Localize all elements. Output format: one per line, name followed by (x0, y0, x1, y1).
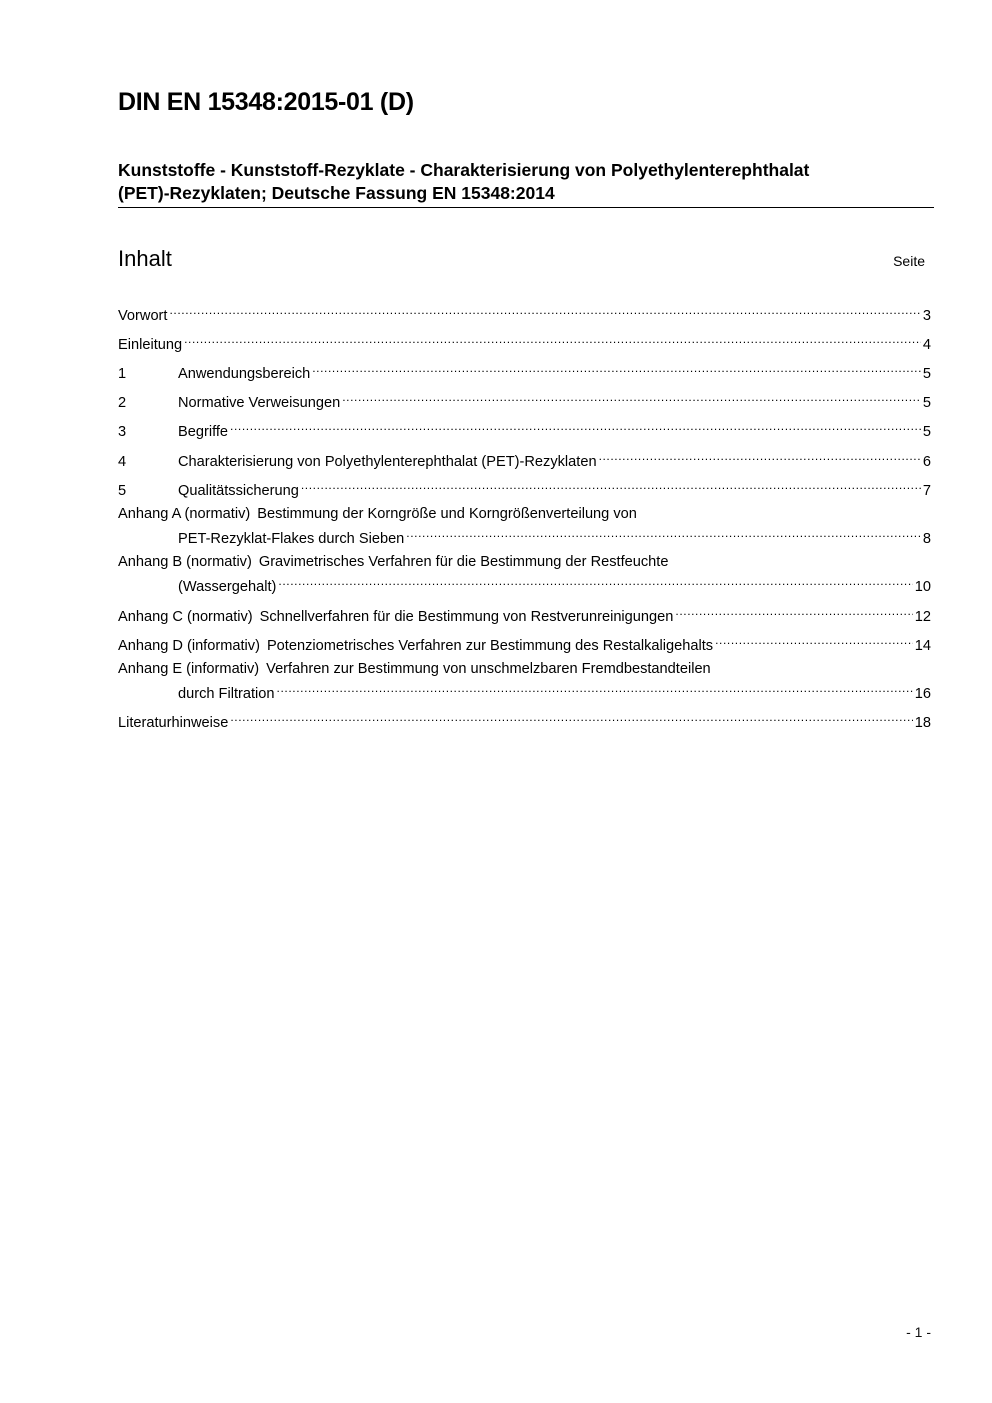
toc-entry-title[interactable]: Qualitätssicherung (178, 483, 299, 499)
toc-entry-number: 3 (118, 424, 127, 440)
toc-entry-page[interactable]: 5 (922, 366, 931, 382)
toc-entry-section-2[interactable] (118, 388, 931, 411)
toc-entry-title[interactable]: Verfahren zur Bestimmung von unschmelzbaren Fremdbestandteilen (266, 661, 711, 677)
toc-entry-page[interactable]: 12 (914, 609, 931, 625)
toc-entry-title[interactable]: Potenziometrisches Verfahren zur Bestimmung des Restalkaligehalts (266, 638, 714, 654)
page-number-footer: - 1 - (906, 1324, 931, 1340)
toc-entry-title-continuation[interactable]: durch Filtration (178, 686, 275, 702)
toc-entry-annex-label: Anhang B (normativ) (118, 554, 252, 570)
toc-leader-dots (230, 417, 921, 436)
toc-leader-dots (675, 602, 912, 621)
toc-entry-page[interactable]: 7 (922, 483, 931, 499)
toc-entry-page[interactable]: 4 (922, 337, 931, 353)
document-title (118, 159, 934, 208)
toc-entry-annex-a[interactable] (118, 505, 931, 547)
toc-entry-title[interactable]: Charakterisierung von Polyethylenterephthalat (PET)-Rezyklaten (178, 454, 597, 470)
toc-leader-dots (301, 476, 921, 495)
toc-entry-literaturhinweise[interactable] (118, 708, 931, 731)
toc-entry-annex-e[interactable] (118, 660, 931, 702)
toc-entry-number: 1 (118, 366, 127, 382)
toc-entry-page[interactable]: 8 (922, 531, 931, 547)
toc-entry-page[interactable]: 5 (922, 395, 931, 411)
toc-entry-annex-label: Anhang E (informativ) (118, 661, 260, 677)
toc-page-column-label: Seite (893, 253, 925, 269)
toc-entry-title[interactable]: Normative Verweisungen (178, 395, 341, 411)
toc-entry-section-4[interactable] (118, 447, 931, 470)
toc-entry-annex-b[interactable] (118, 553, 931, 595)
toc-leader-dots (169, 301, 920, 320)
toc-entry-annex-label: Anhang C (normativ) (118, 609, 253, 625)
toc-leader-dots (277, 679, 913, 698)
toc-entry-title[interactable]: Literaturhinweise (118, 715, 229, 731)
document-id: DIN EN 15348:2015-01 (D) (118, 88, 414, 116)
toc-entry-number: 4 (118, 454, 127, 470)
toc-entry-title[interactable]: Vorwort (118, 308, 168, 324)
toc-entry-vorwort[interactable] (118, 301, 931, 324)
toc-entry-page[interactable]: 6 (922, 454, 931, 470)
toc-leader-dots (230, 708, 912, 727)
toc-entry-annex-c[interactable] (118, 602, 931, 625)
toc-entry-title[interactable]: Anwendungsbereich (178, 366, 311, 382)
toc-entry-section-1[interactable] (118, 359, 931, 382)
toc-entry-title[interactable]: Begriffe (178, 424, 229, 440)
toc-entry-title[interactable]: Bestimmung der Korngröße und Korngrößenverteilung von (257, 506, 637, 522)
toc-entry-annex-label: Anhang A (normativ) (118, 506, 251, 522)
toc-entry-page[interactable]: 16 (914, 686, 931, 702)
toc-entry-page[interactable]: 3 (922, 308, 931, 324)
toc-entry-section-5[interactable] (118, 476, 931, 499)
toc-leader-dots (278, 572, 912, 591)
toc-entry-page[interactable]: 5 (922, 424, 931, 440)
toc-entry-page[interactable]: 18 (914, 715, 931, 731)
toc-entry-title-continuation[interactable]: (Wassergehalt) (178, 579, 277, 595)
toc-entry-annex-d[interactable] (118, 631, 931, 654)
toc-entry-title[interactable]: Einleitung (118, 337, 183, 353)
toc-entry-title[interactable]: Schnellverfahren für die Bestimmung von Restverunreinigungen (259, 609, 674, 625)
toc-entry-einleitung[interactable] (118, 330, 931, 353)
toc-leader-dots (342, 388, 921, 407)
toc-entry-section-3[interactable] (118, 417, 931, 440)
toc-leader-dots (406, 524, 921, 543)
toc-entry-page[interactable]: 14 (914, 638, 931, 654)
toc-entry-page[interactable]: 10 (914, 579, 931, 595)
toc-leader-dots (715, 631, 913, 650)
toc-heading: Inhalt (118, 246, 172, 271)
toc-entry-number: 5 (118, 483, 127, 499)
toc-entry-title[interactable]: Gravimetrisches Verfahren für die Bestimmung der Restfeuchte (258, 554, 669, 570)
document-title-line: Kunststoffe - Kunststoff-Rezyklate - Charakterisierung von Polyethylenterephthalat (118, 160, 810, 180)
toc-leader-dots (184, 330, 921, 349)
toc-entry-number: 2 (118, 395, 127, 411)
toc-leader-dots (599, 447, 921, 466)
document-title-line: (PET)-Rezyklaten; Deutsche Fassung EN 15348:2014 (118, 183, 555, 203)
toc-leader-dots (312, 359, 921, 378)
toc-entry-title-continuation[interactable]: PET-Rezyklat-Flakes durch Sieben (178, 531, 405, 547)
toc-entry-annex-label: Anhang D (informativ) (118, 638, 260, 654)
